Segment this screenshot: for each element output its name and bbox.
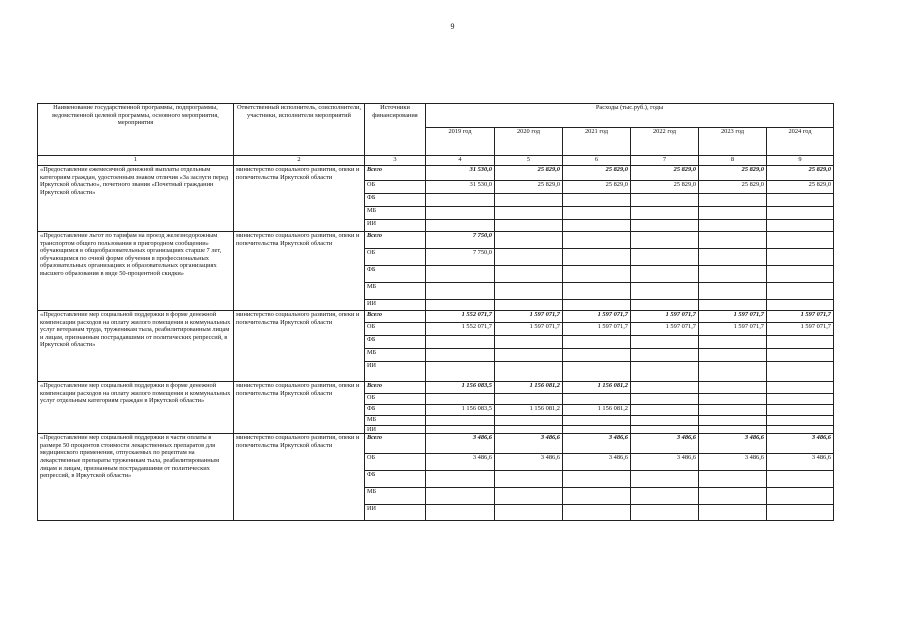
expense-value: 1 597 071,7 [767, 311, 834, 323]
header-year: 2021 год [563, 128, 631, 156]
expense-value [495, 194, 563, 207]
expense-value [767, 488, 834, 505]
expense-value: 1 597 071,7 [495, 323, 563, 336]
expense-value: 3 486,6 [563, 454, 631, 471]
expense-value [495, 505, 563, 521]
measure-name: «Предоставление мер социальной поддержки в форме денежной компенсации расходов на оплату жилого помещения и коммунальных услуг отдельным категориям граждан в Иркутской области» [38, 382, 234, 434]
funding-source: ФБ [365, 266, 426, 283]
expense-value [767, 426, 834, 434]
expense-value [699, 283, 767, 300]
funding-source: Всего [365, 166, 426, 181]
expense-value: 25 829,0 [495, 181, 563, 194]
expense-value [767, 471, 834, 488]
expense-value [631, 505, 699, 521]
expense-value [767, 336, 834, 349]
expense-value: 1 552 071,7 [426, 311, 495, 323]
expense-value [563, 505, 631, 521]
expense-value [426, 194, 495, 207]
expense-value [767, 405, 834, 416]
funding-source: МБ [365, 349, 426, 362]
executor-name: министерство социального развития, опеки и попечительства Иркутской области [234, 434, 365, 521]
expense-value [426, 266, 495, 283]
expense-value [767, 300, 834, 311]
measure-name: «Предоставление мер социальной поддержки в форме денежной компенсации расходов на оплату жилого помещения и коммунальных услуг ветеранам труда, труженикам тыла, реабилитированным лицам и лицам, признанным пострадавшими от политических репрессий, в Иркутской области» [38, 311, 234, 382]
expense-value: 1 597 071,7 [563, 311, 631, 323]
funding-source: ИИ [365, 505, 426, 521]
expense-value [631, 283, 699, 300]
expense-value [563, 220, 631, 232]
expense-value [767, 382, 834, 394]
expense-value [699, 220, 767, 232]
expense-value [495, 416, 563, 426]
expense-value [495, 283, 563, 300]
expense-value [495, 249, 563, 266]
expense-value [426, 394, 495, 405]
expense-value [426, 336, 495, 349]
expense-value: 25 829,0 [631, 166, 699, 181]
funding-source: ОБ [365, 249, 426, 266]
expense-value: 1 156 081,2 [563, 405, 631, 416]
expense-value [767, 416, 834, 426]
page-number: 9 [450, 22, 455, 31]
expense-value [563, 426, 631, 434]
column-number: 3 [365, 156, 426, 166]
expense-value [631, 207, 699, 220]
expense-value [699, 232, 767, 249]
expense-value [699, 394, 767, 405]
expense-value [495, 232, 563, 249]
expense-value [563, 471, 631, 488]
expense-value: 7 750,0 [426, 232, 495, 249]
expense-value: 25 829,0 [563, 181, 631, 194]
expense-value: 3 486,6 [426, 434, 495, 454]
measure-name: «Предоставление мер социальной поддержки в части оплаты в размере 50 процентов стоимости лекарственных препаратов для медицинского применения, отпускаемых по рецептам на лекарственные препараты труженикам тыла, реабилитированным лицам и лицам, признанным пострадавшими от политических репрессий, в Иркутской области» [38, 434, 234, 521]
funding-source: МБ [365, 207, 426, 220]
expense-value [495, 207, 563, 220]
budget-table [37, 103, 834, 521]
funding-source: ИИ [365, 220, 426, 232]
funding-source: ОБ [365, 323, 426, 336]
expense-value [495, 300, 563, 311]
expense-value [426, 349, 495, 362]
expense-value: 1 597 071,7 [631, 311, 699, 323]
expense-value: 1 597 071,7 [767, 323, 834, 336]
expense-value [631, 405, 699, 416]
expense-value [767, 283, 834, 300]
expense-value [563, 362, 631, 382]
column-number: 6 [563, 156, 631, 166]
expense-value [631, 471, 699, 488]
expense-value: 1 156 081,2 [495, 405, 563, 416]
expense-value: 7 750,0 [426, 249, 495, 266]
expense-value [426, 416, 495, 426]
expense-value [631, 488, 699, 505]
expense-value: 1 156 081,2 [563, 382, 631, 394]
funding-source: ИИ [365, 362, 426, 382]
column-number: 7 [631, 156, 699, 166]
expense-value [563, 416, 631, 426]
column-number: 9 [767, 156, 834, 166]
expense-value [767, 349, 834, 362]
expense-value: 1 156 083,5 [426, 405, 495, 416]
header-expenses: Расходы (тыс.руб.), годы [426, 104, 834, 128]
expense-value [495, 426, 563, 434]
expense-value: 25 829,0 [699, 166, 767, 181]
header-year: 2020 год [495, 128, 563, 156]
expense-value [699, 426, 767, 434]
expense-value [631, 300, 699, 311]
expense-value [631, 382, 699, 394]
expense-value [563, 336, 631, 349]
expense-value [699, 300, 767, 311]
table-row [38, 382, 834, 394]
expense-value [495, 349, 563, 362]
expense-value [563, 266, 631, 283]
executor-name: министерство социального развития, опеки и попечительства Иркутской области [234, 232, 365, 311]
expense-value [495, 362, 563, 382]
column-number: 1 [38, 156, 234, 166]
expense-value [563, 349, 631, 362]
expense-value [495, 220, 563, 232]
expense-value [563, 232, 631, 249]
expense-value [699, 416, 767, 426]
expense-value [631, 266, 699, 283]
expense-value: 1 156 083,5 [426, 382, 495, 394]
funding-source: ИИ [365, 300, 426, 311]
expense-value [426, 207, 495, 220]
header-year: 2023 год [699, 128, 767, 156]
expense-value [631, 416, 699, 426]
expense-value [699, 362, 767, 382]
table-row [38, 434, 834, 454]
expense-value: 25 829,0 [767, 181, 834, 194]
expense-value: 1 597 071,7 [699, 311, 767, 323]
funding-source: ОБ [365, 454, 426, 471]
header-source: Источники финансирования [365, 104, 426, 156]
expense-value [631, 362, 699, 382]
expense-value [495, 471, 563, 488]
funding-source: МБ [365, 283, 426, 300]
expense-value [631, 194, 699, 207]
funding-source: Всего [365, 311, 426, 323]
expense-value: 1 552 071,7 [426, 323, 495, 336]
expense-value [699, 382, 767, 394]
funding-source: Всего [365, 232, 426, 249]
expense-value: 1 597 071,7 [631, 323, 699, 336]
expense-value: 31 530,0 [426, 181, 495, 194]
expense-value: 1 597 071,7 [699, 323, 767, 336]
expense-value [631, 220, 699, 232]
expense-value [631, 232, 699, 249]
expense-value: 3 486,6 [767, 434, 834, 454]
expense-value [699, 471, 767, 488]
expense-value: 25 829,0 [563, 166, 631, 181]
expense-value [426, 426, 495, 434]
expense-value [699, 505, 767, 521]
expense-value [767, 505, 834, 521]
header-executor: Ответственный исполнитель, соисполнители, участники, исполнители мероприятий [234, 104, 365, 156]
expense-value [699, 405, 767, 416]
expense-value: 25 829,0 [631, 181, 699, 194]
expense-value [426, 220, 495, 232]
expense-value: 1 597 071,7 [563, 323, 631, 336]
header-year: 2022 год [631, 128, 699, 156]
expense-value: 31 530,0 [426, 166, 495, 181]
funding-source: ОБ [365, 394, 426, 405]
expense-value [767, 194, 834, 207]
expense-value [563, 300, 631, 311]
expense-value [631, 249, 699, 266]
expense-value: 1 597 071,7 [495, 311, 563, 323]
expense-value: 3 486,6 [495, 454, 563, 471]
funding-source: Всего [365, 382, 426, 394]
expense-value [767, 394, 834, 405]
expense-value [426, 505, 495, 521]
expense-value: 3 486,6 [426, 454, 495, 471]
measure-name: «Предоставление льгот по тарифам на проезд железнодорожным транспортом общего пользования в пригородном сообщении» обучающимся в общеобразовательных организациях старше 7 лет, обучающимся по очной форме обучения в профессиональных образовательных организациях и образовательных организациях высшего образования в виде 50-процентной скидки» [38, 232, 234, 311]
expense-value [563, 488, 631, 505]
expense-value: 3 486,6 [631, 454, 699, 471]
executor-name: министерство социального развития, опеки и попечительства Иркутской области [234, 382, 365, 434]
column-number: 2 [234, 156, 365, 166]
expense-value [699, 249, 767, 266]
column-number: 5 [495, 156, 563, 166]
funding-source: ФБ [365, 194, 426, 207]
expense-value [699, 194, 767, 207]
expense-value [495, 266, 563, 283]
expense-value [631, 426, 699, 434]
expense-value [699, 207, 767, 220]
expense-value [563, 283, 631, 300]
header-year: 2024 год [767, 128, 834, 156]
funding-source: ОБ [365, 181, 426, 194]
table-row [38, 232, 834, 249]
expense-value [563, 194, 631, 207]
header-year: 2019 год [426, 128, 495, 156]
expense-value [563, 249, 631, 266]
measure-name: «Предоставление ежемесячной денежной выплаты отдельным категориям граждан, удостоенным знаком отличия «За заслуги перед Иркутской областью», почетного звания «Почетный гражданин Иркутской области» [38, 166, 234, 232]
expense-value [767, 232, 834, 249]
expense-value [699, 266, 767, 283]
expense-value: 3 486,6 [767, 454, 834, 471]
expense-value [631, 349, 699, 362]
header-program: Наименование государственной программы, подпрограммы, ведомственной целевой программы, основного мероприятия, мероприятия [38, 104, 234, 156]
expense-value [699, 336, 767, 349]
expense-value [426, 362, 495, 382]
expense-value [495, 488, 563, 505]
executor-name: министерство социального развития, опеки и попечительства Иркутской области [234, 166, 365, 232]
table-row [38, 166, 834, 181]
funding-source: МБ [365, 488, 426, 505]
expense-value [767, 249, 834, 266]
expense-value [767, 220, 834, 232]
expense-value: 25 829,0 [699, 181, 767, 194]
expense-value [495, 336, 563, 349]
funding-source: ИИ [365, 426, 426, 434]
funding-source: ФБ [365, 471, 426, 488]
expense-value: 3 486,6 [495, 434, 563, 454]
funding-source: Всего [365, 434, 426, 454]
expense-value [631, 336, 699, 349]
column-number: 4 [426, 156, 495, 166]
expense-value: 25 829,0 [495, 166, 563, 181]
expense-value [426, 300, 495, 311]
expense-value [426, 488, 495, 505]
funding-source: ФБ [365, 336, 426, 349]
expense-value [426, 471, 495, 488]
expense-value [767, 362, 834, 382]
column-number: 8 [699, 156, 767, 166]
expense-value: 25 829,0 [767, 166, 834, 181]
expense-value [767, 207, 834, 220]
expense-value [767, 266, 834, 283]
executor-name: министерство социального развития, опеки и попечительства Иркутской области [234, 311, 365, 382]
expense-value [699, 488, 767, 505]
expense-value [631, 394, 699, 405]
expense-value [495, 394, 563, 405]
expense-value: 3 486,6 [563, 434, 631, 454]
funding-source: ФБ [365, 405, 426, 416]
expense-value: 3 486,6 [699, 454, 767, 471]
expense-value: 3 486,6 [699, 434, 767, 454]
expense-value: 3 486,6 [631, 434, 699, 454]
table-row [38, 311, 834, 323]
expense-value [699, 349, 767, 362]
expense-value [563, 207, 631, 220]
expense-value [563, 394, 631, 405]
expense-value [426, 283, 495, 300]
funding-source: МБ [365, 416, 426, 426]
expense-value: 1 156 081,2 [495, 382, 563, 394]
